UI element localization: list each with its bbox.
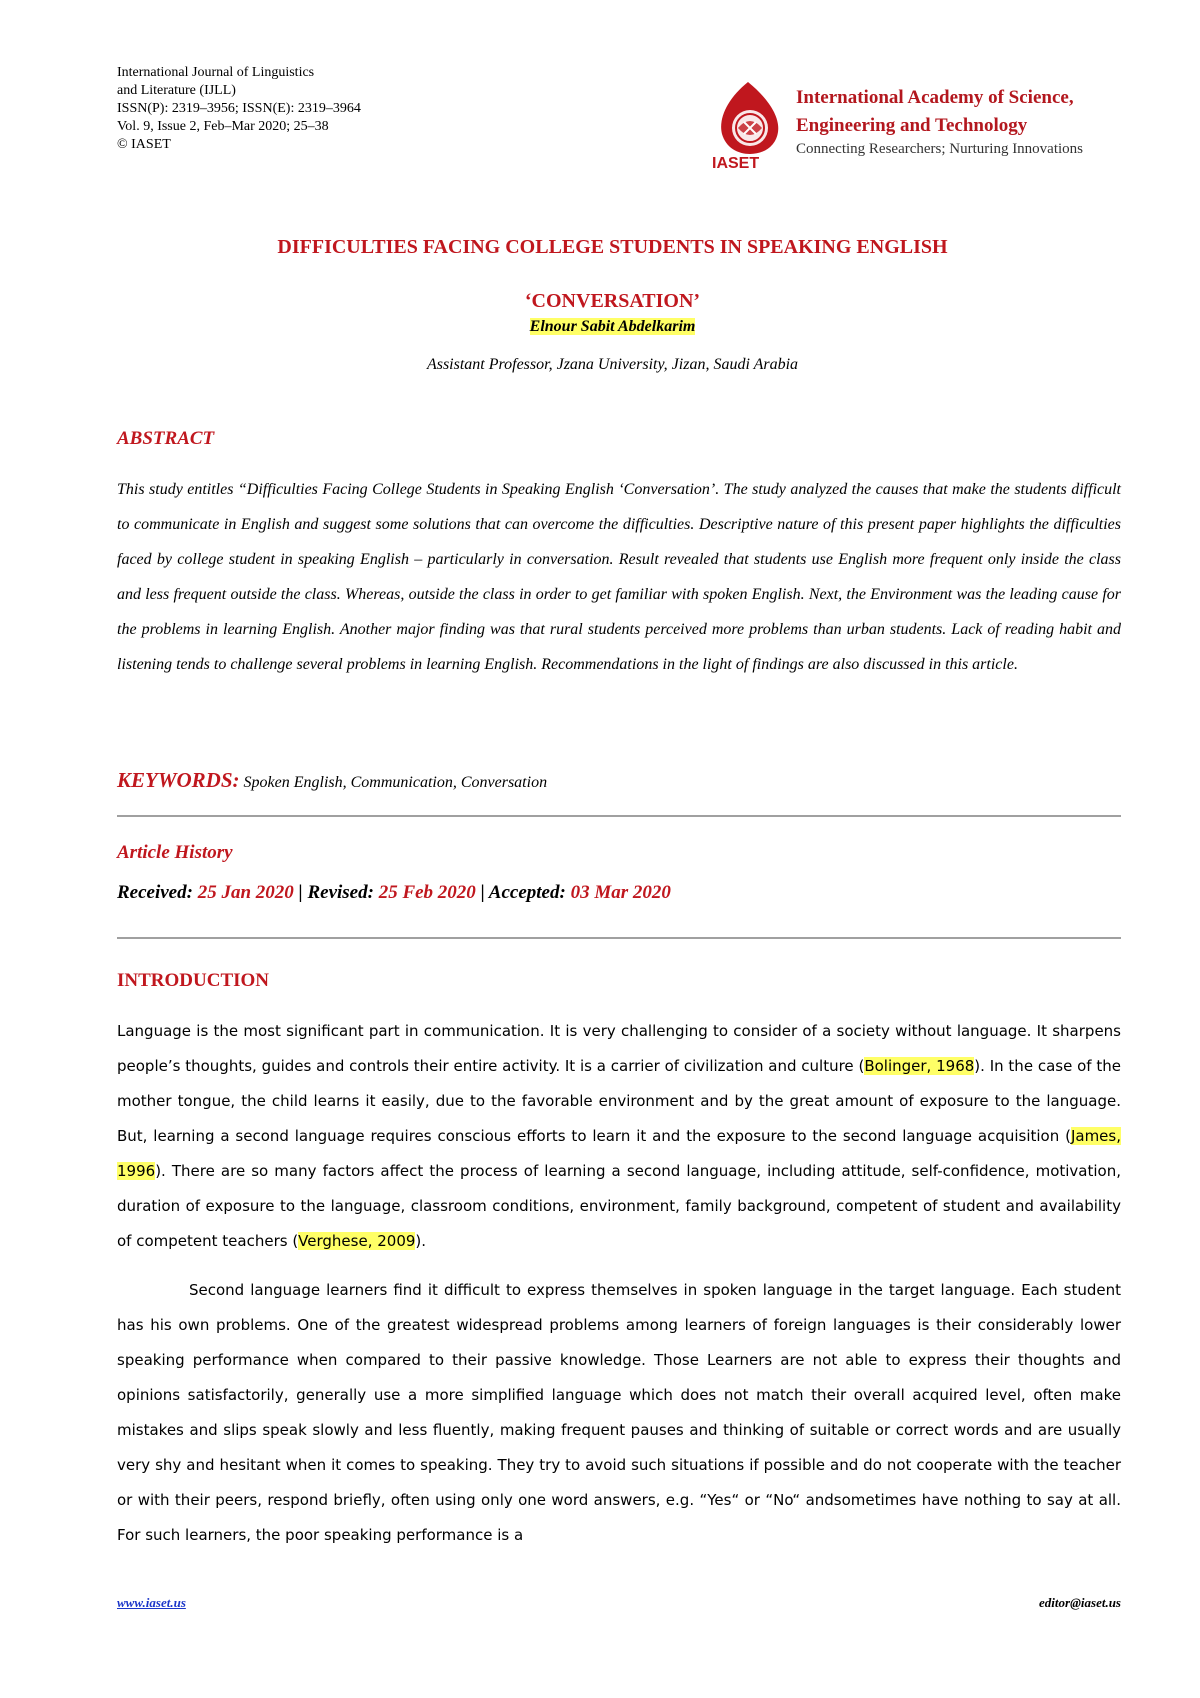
journal-line: ISSN(P): 2319–3956; ISSN(E): 2319–3964: [117, 101, 361, 116]
paragraph-text: ). In the case of the mother tongue, the child learns it easily, due to the favorable environment and by the great amount of exposure to the language. But, learning a second language requires conscious efforts to learn it and the exposure to the second language acquisition (: [117, 1057, 1121, 1145]
author-name-text: Elnour Sabit Abdelkarim: [529, 318, 696, 335]
keywords: [117, 768, 1121, 793]
revised-label: Revised:: [307, 882, 374, 903]
received-date: 25 Jan 2020: [197, 882, 294, 903]
keywords-label: KEYWORDS:: [117, 768, 240, 792]
article-history-heading: Article History: [117, 842, 233, 863]
paragraph-text: ). There are so many factors affect the process of learning a second language, including attitude, self-confidence, motivation, duration of exposure to the language, classroom conditions, environment, family background, competent of student and availability of competent teachers (: [117, 1162, 1121, 1250]
paragraph-text: ).: [415, 1232, 427, 1250]
abstract-heading: ABSTRACT: [117, 428, 215, 449]
iaset-logo-icon: [708, 78, 792, 170]
journal-line: Vol. 9, Issue 2, Feb–Mar 2020; 25–38: [117, 119, 329, 134]
paragraph: Second language learners find it difficult to express themselves in spoken language in the target language. Each student has his own problems. One of the greatest widespread problems among learners of foreign languages is their considerably lower speaking performance when compared to their passive knowledge. Those Learners are not able to express their thoughts and opinions satisfactorily, generally use a more simplified language which does not match their overall acquired level, often make mistakes and slips speak slowly and less fluently, making frequent pauses and thinking of suitable or correct words and are usually very shy and hesitant when it comes to speaking. They try to avoid such situations if possible and do not cooperate with the teacher or with their peers, respond briefly, often using only one word answers, e.g. “Yes“ or “No“ andsometimes have nothing to say at all. For such learners, the poor speaking performance is a: [117, 1281, 1121, 1544]
author-affiliation: Assistant Professor, Jzana University, Jizan, Saudi Arabia: [426, 356, 799, 373]
journal-line: and Literature (IJLL): [117, 83, 236, 98]
accepted-date: 03 Mar 2020: [570, 882, 671, 903]
author-name: [0, 318, 1200, 336]
divider: [117, 815, 1121, 817]
paper-title: [0, 220, 1200, 328]
separator: |: [298, 882, 303, 903]
publisher-name-line: International Academy of Science,: [796, 87, 1074, 108]
citation-link[interactable]: Verghese, 2009: [298, 1232, 416, 1250]
citation-link[interactable]: Bolinger, 1968: [864, 1057, 975, 1075]
title-line: ‘CONVERSATION’: [524, 290, 701, 312]
paragraph-text: Language is the most significant part in communication. It is very challenging to consider of a society without language. It sharpens people’s thoughts, guides and controls their entire activity. It is a carrier of civilization and culture (: [117, 1022, 1121, 1075]
publisher-name: [796, 84, 1074, 140]
revised-date: 25 Feb 2020: [378, 882, 476, 903]
keywords-text: Spoken English, Communication, Conversation: [243, 774, 548, 791]
citation-link[interactable]: James, 1996: [117, 1127, 1121, 1180]
introduction-body: [117, 1014, 1121, 1567]
journal-line: © IASET: [117, 137, 171, 152]
separator: |: [480, 882, 485, 903]
divider: [117, 937, 1121, 939]
publisher-name-line: Engineering and Technology: [796, 115, 1028, 136]
paragraph: [117, 1014, 1121, 1259]
publisher-brand: [708, 78, 1128, 178]
article-history-dates: [117, 882, 1121, 904]
publisher-tagline: Connecting Researchers; Nurturing Innovations: [796, 141, 1084, 157]
journal-info: [117, 64, 437, 154]
abstract-text: This study entitles “Difficulties Facing College Students in Speaking English ‘Conversation’. The study analyzed the causes that make the students difficult to communicate in English and suggest some solutions that can overcome the difficulties. Descriptive nature of this present paper highlights the difficulties faced by college student in speaking English – particularly in conversation. Result revealed that students use English more frequent only inside the class and less frequent outside the class. Whereas, outside the class in order to get familiar with spoken English. Next, the Environment was the leading cause for the problems in learning English. Another major finding was that rural students perceived more problems than urban students. Lack of reading habit and listening tends to challenge several problems in learning English. Recommendations in the light of findings are also discussed in this article.: [117, 481, 1121, 673]
title-line: DIFFICULTIES FACING COLLEGE STUDENTS IN SPEAKING ENGLISH: [277, 236, 948, 258]
website-link[interactable]: www.iaset.us: [117, 1595, 186, 1610]
introduction-heading: INTRODUCTION: [117, 970, 270, 991]
accepted-label: Accepted:: [488, 882, 566, 903]
journal-line: International Journal of Linguistics: [117, 65, 315, 80]
editor-email: editor@iaset.us: [1039, 1595, 1121, 1610]
received-label: Received:: [117, 882, 193, 903]
logo-text: IASET: [712, 155, 760, 170]
